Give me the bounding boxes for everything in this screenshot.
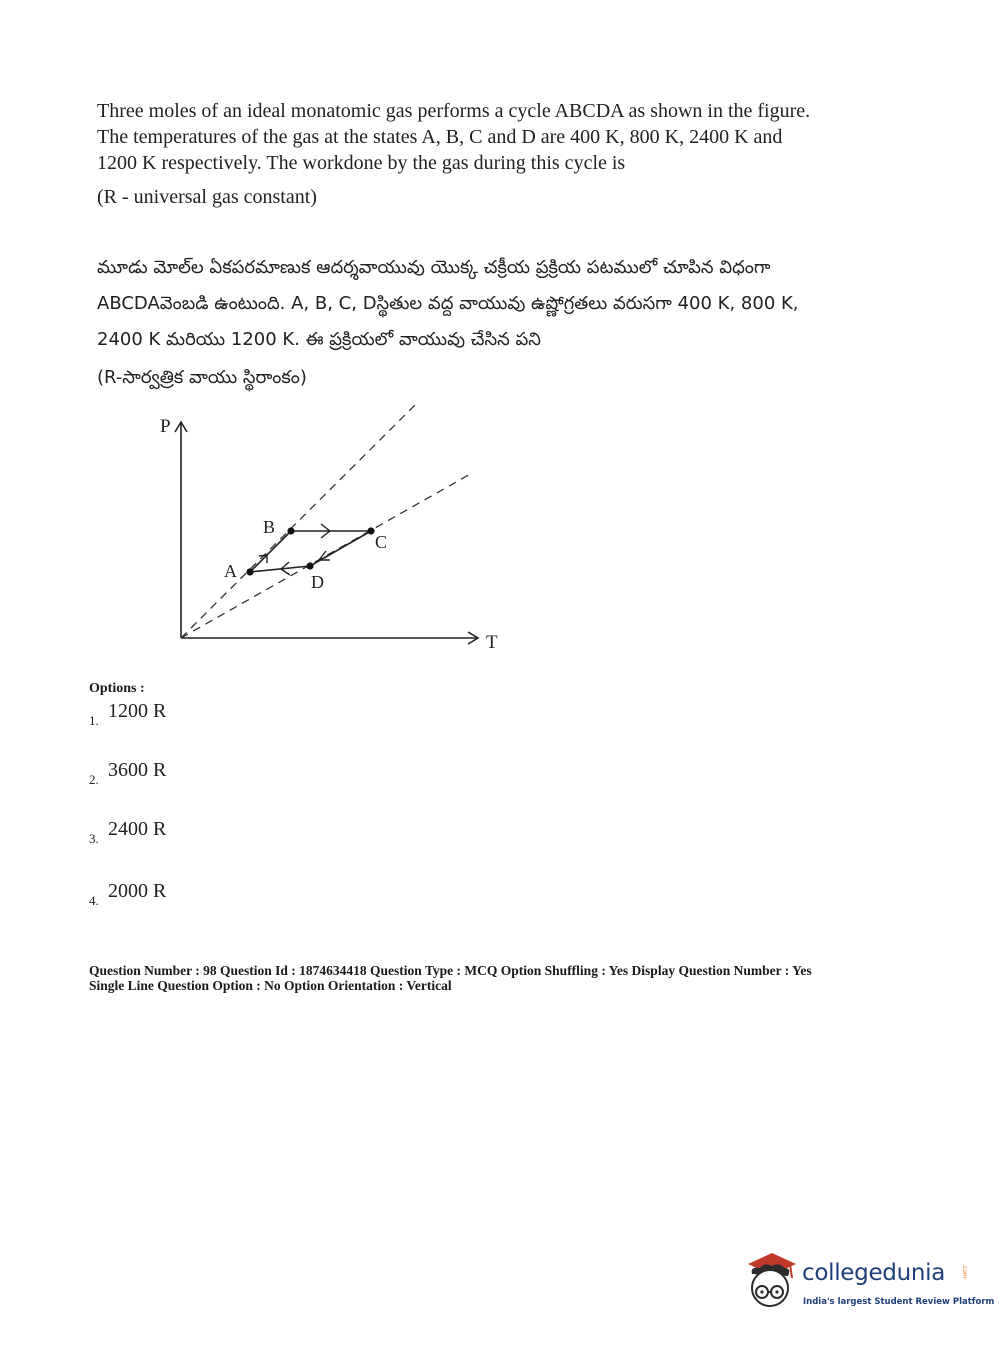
- metadata-line-1: Question Number : 98 Question Id : 1874634418 Question Type : MCQ Option Shuffling : Yes Display Question Number : Yes: [89, 963, 812, 978]
- option-number: 1.: [89, 713, 99, 728]
- dashed-line-lower: [181, 473, 472, 638]
- question-note: (R - universal gas constant): [97, 186, 317, 208]
- collegedunia-logo[interactable]: [742, 1250, 995, 1314]
- pt-cycle-diagram: [150, 398, 510, 658]
- question-metadata: [89, 963, 909, 993]
- dashed-line-upper: [181, 402, 418, 638]
- logo-tagline: India's largest Student Review Platform: [803, 1297, 995, 1307]
- option-number: 2.: [89, 772, 99, 787]
- label-c: C: [375, 532, 388, 552]
- path-cd: [310, 531, 371, 566]
- telugu-line-3: 2400 K మరియు 1200 K. ఈ ప్రక్రియలో వాయువు చేసిన పని: [97, 329, 541, 350]
- point-c: [367, 527, 374, 534]
- question-telugu: [97, 250, 897, 396]
- telugu-note: (R-సార్వత్రిక వాయు స్థిరాంకం): [97, 367, 307, 388]
- question-line-2: The temperatures of the gas at the states A, B, C and D are 400 K, 800 K, 2400 K and: [97, 126, 783, 148]
- option-text: 3600 R: [108, 759, 167, 781]
- point-d: [306, 562, 313, 569]
- option-number: 4.: [89, 893, 99, 908]
- question-line-3: 1200 K respectively. The workdone by the gas during this cycle is: [97, 152, 626, 174]
- question-line-1: Three moles of an ideal monatomic gas performs a cycle ABCDA as shown in the figure.: [97, 100, 811, 122]
- options-title: Options :: [89, 681, 145, 696]
- option-text: 2400 R: [108, 818, 167, 840]
- metadata-line-2: Single Line Question Option : No Option Orientation : Vertical: [89, 978, 452, 993]
- option-text: 2000 R: [108, 880, 167, 902]
- option-number: 3.: [89, 831, 99, 846]
- mascot-icon: [742, 1250, 800, 1312]
- telugu-line-1: మూడు మోల్‌ల ఏకపరమాణుక ఆదర్శవాయువు యొక్క చక్రీయ ప్రక్రియ పటములో చూపిన విధంగా: [97, 257, 771, 278]
- option-text: 1200 R: [108, 700, 167, 722]
- y-axis-label: P: [160, 416, 171, 437]
- point-a: [246, 568, 253, 575]
- question-english: [97, 98, 877, 210]
- label-a: A: [224, 561, 237, 581]
- point-b: [287, 527, 294, 534]
- option-3[interactable]: [89, 818, 166, 847]
- label-d: D: [311, 572, 324, 592]
- option-4[interactable]: [89, 880, 166, 909]
- logo-wordmark: collegedunia: [802, 1260, 946, 1286]
- option-2[interactable]: [89, 759, 166, 788]
- label-b: B: [263, 517, 276, 537]
- x-axis-label: T: [486, 632, 498, 653]
- logo-com: .com: [961, 1264, 968, 1279]
- telugu-line-2: ABCDAవెంబడి ఉంటుంది. A, B, C, Dస్థితుల వద్ద వాయువు ఉష్ణోగ్రతలు వరుసగా 400 K, 800 K,: [97, 293, 799, 314]
- option-1[interactable]: [89, 700, 166, 729]
